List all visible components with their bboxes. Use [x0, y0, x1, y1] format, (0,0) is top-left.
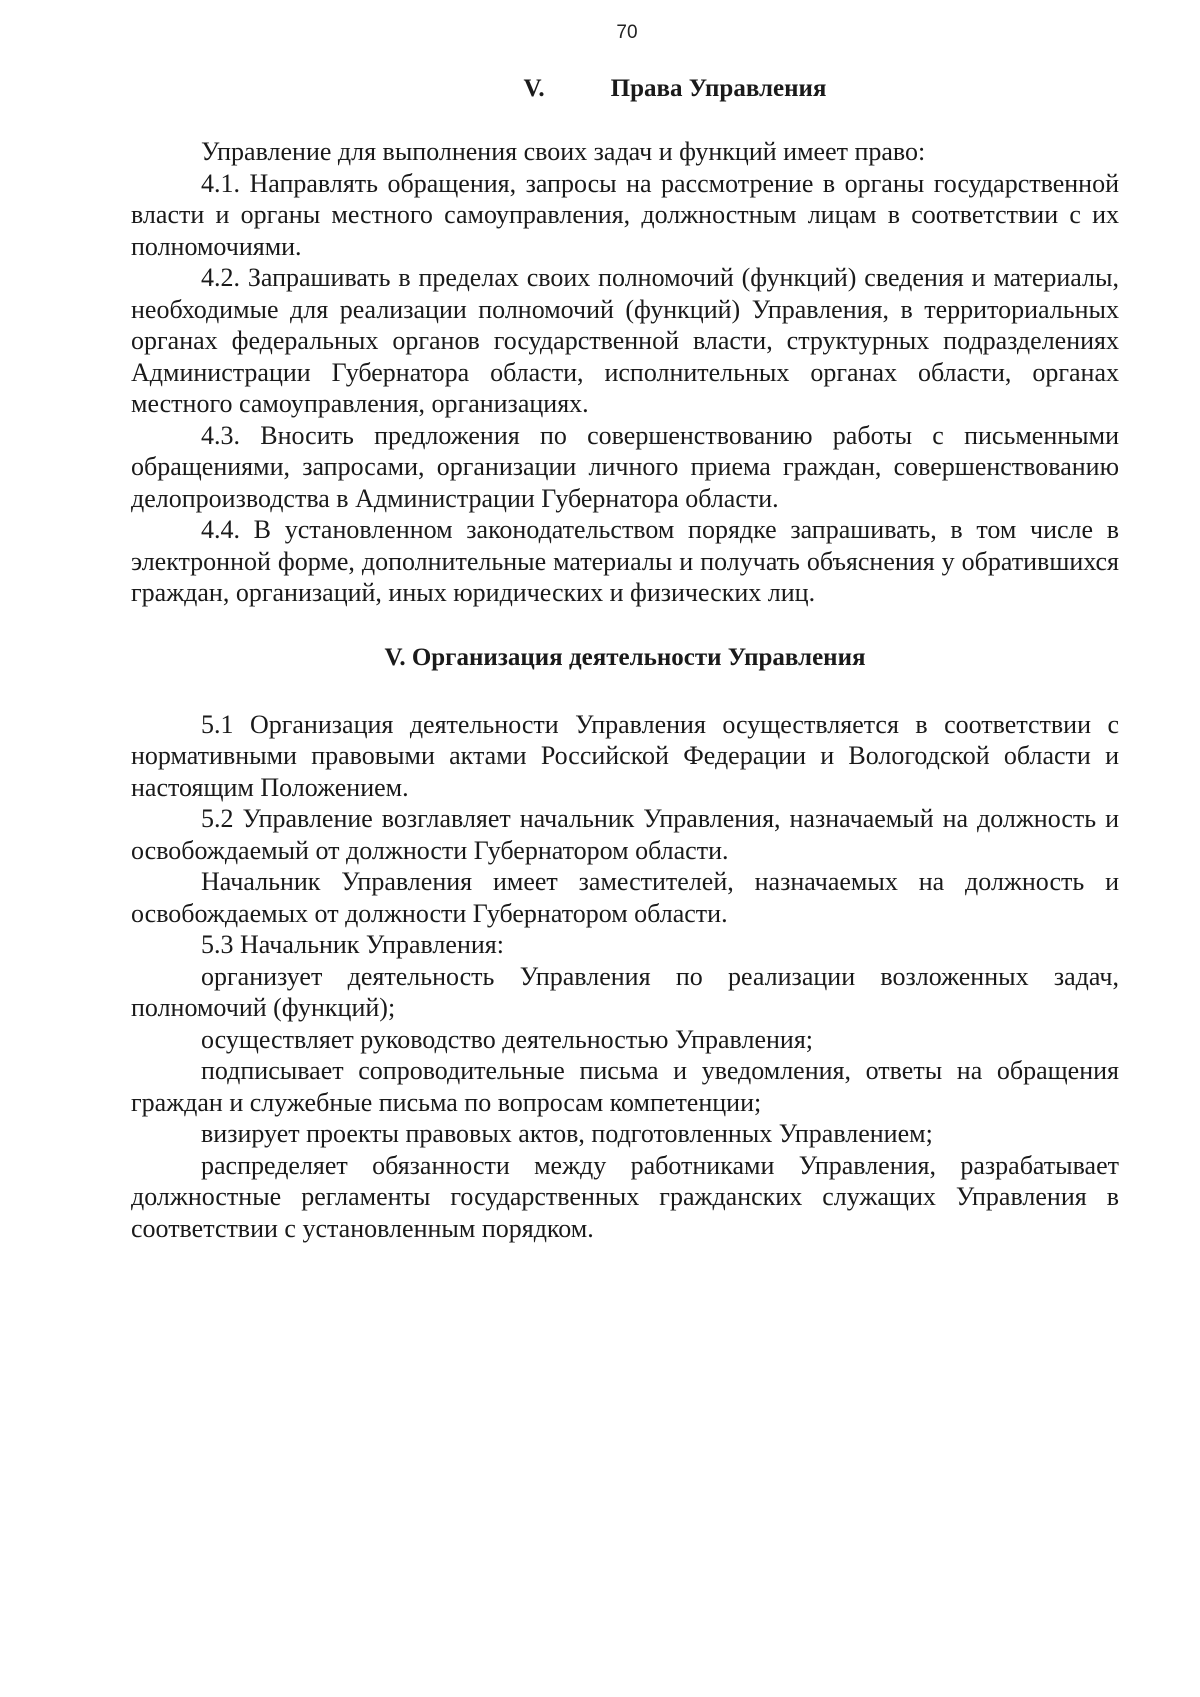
paragraph: 4.4. В установленном законодательством порядке запрашивать, в том числе в электронной форме, дополнительные материалы и получать объяснения у обратившихся граждан, организаций, иных юридических и физических лиц. [131, 515, 1119, 607]
paragraph: распределяет обязанности между работниками Управления, разрабатывает должностные регламенты государственных гражданских служащих Управления в соответствии с установленным порядком. [131, 1150, 1119, 1243]
section-heading-organization: V. Организация деятельности Управления [384, 643, 866, 671]
paragraph: 5.1 Организация деятельности Управления осуществляется в соответствии с нормативными правовыми актами Российской Федерации и Вологодской области и настоящим Положением. [131, 709, 1119, 802]
paragraph: Управление для выполнения своих задач и функций имеет право: [201, 137, 926, 166]
section-number: V. [523, 75, 545, 102]
paragraph: 4.3. Вносить предложения по совершенствованию работы с письменными обращениями, запросами, организации личного приема граждан, совершенствованию делопроизводства в Администрации Губернатора области. [131, 420, 1119, 513]
paragraph: визирует проекты правовых актов, подготовленных Управлением; [201, 1119, 933, 1148]
paragraph: организует деятельность Управления по реализации возложенных задач, полномочий (функций); [131, 961, 1119, 1022]
section-heading-rights [131, 72, 1119, 106]
paragraph: осуществляет руководство деятельностью Управления; [201, 1024, 814, 1054]
paragraph: 5.3 Начальник Управления: [201, 930, 504, 959]
paragraph: 4.2. Запрашивать в пределах своих полномочий (функций) сведения и материалы, необходимые для реализации полномочий (функций) Управления, в территориальных органах федеральных органов государственной власти, структурных подразделениях Администрации Губернатора области, исполнительных органах области, органах местного самоуправления, организациях. [131, 263, 1119, 418]
page-number: 70 [616, 22, 638, 43]
section-title: Права Управления [610, 75, 827, 102]
paragraph: 4.1. Направлять обращения, запросы на рассмотрение в органы государственной власти и органы местного самоуправления, должностным лицам в соответствии с их полномочиями. [131, 168, 1119, 261]
paragraph: Начальник Управления имеет заместителей, назначаемых на должность и освобождаемых от должности Губернатором области. [131, 867, 1119, 928]
paragraph: 5.2 Управление возглавляет начальник Управления, назначаемый на должность и освобождаемый от должности Губернатором области. [131, 804, 1119, 865]
document-body [131, 72, 1119, 1244]
paragraph: подписывает сопроводительные письма и уведомления, ответы на обращения граждан и служебные письма по вопросам компетенции; [131, 1056, 1119, 1117]
